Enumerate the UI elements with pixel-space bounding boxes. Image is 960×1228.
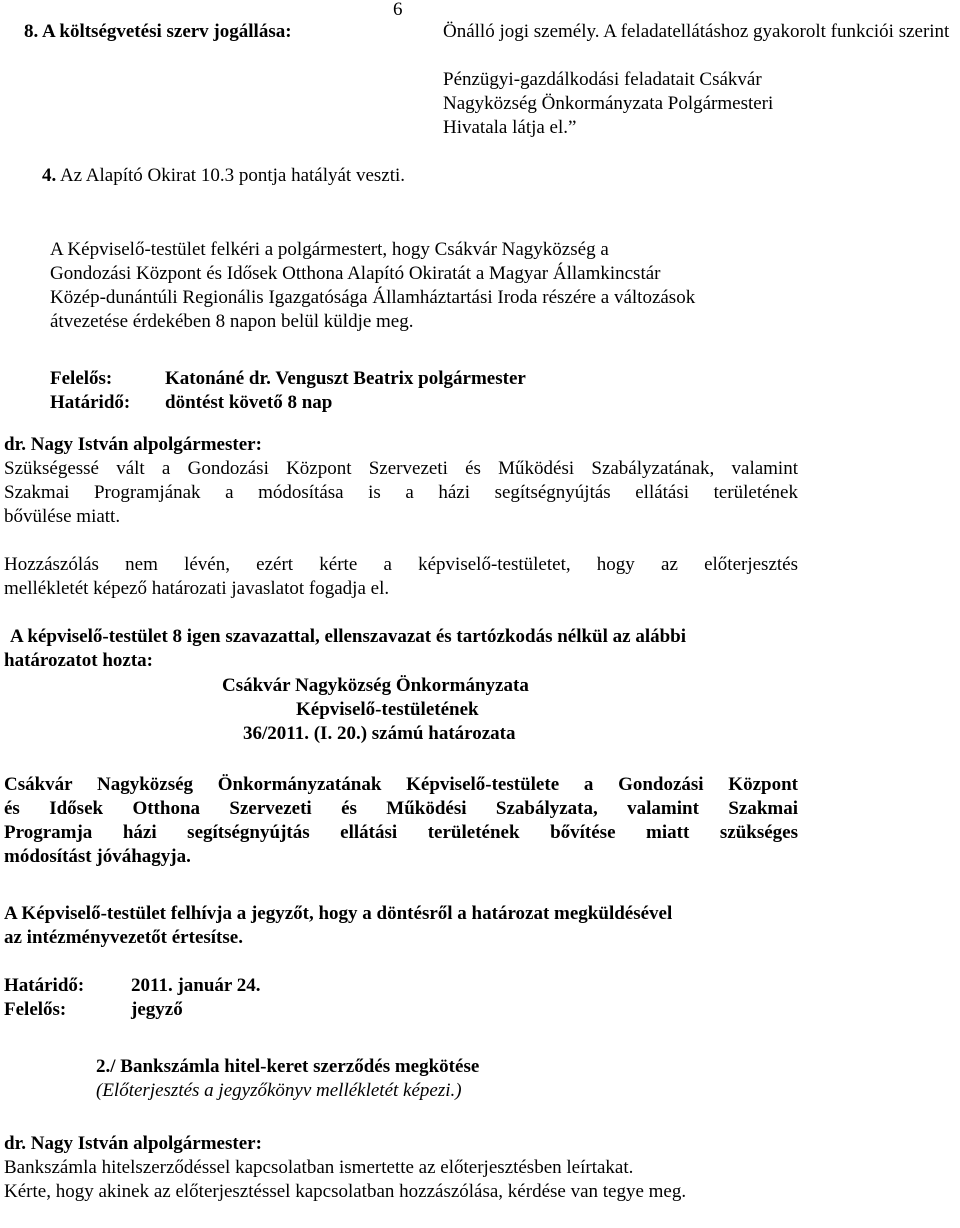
para2-line3: bővülése miatt. [4, 506, 121, 527]
resolution-title-line2: Képviselő-testületének [296, 699, 479, 720]
deadline1-label: Határidő: [50, 392, 131, 413]
para2-line2: Szakmai Programjának a módosítása is a házi segítségnyújtás ellátási területének [4, 482, 798, 503]
section8-value-line2: Pénzügyi-gazdálkodási feladatait Csákvár [443, 69, 762, 90]
speaker1: dr. Nagy István alpolgármester: [4, 434, 262, 455]
para3-line2: mellékletét képező határozati javaslatot fogadja el. [4, 578, 390, 599]
para4-line1: Bankszámla hitelszerződéssel kapcsolatban ismertette az előterjesztésben leírtakat. [4, 1157, 634, 1178]
deadline2-value: 2011. január 24. [131, 975, 261, 996]
para3-line1: Hozzászólás nem lévén, ezért kérte a képviselő-testületet, hogy az előterjesztés [4, 554, 798, 575]
responsible1-label: Felelős: [50, 368, 113, 389]
section8-label: 8. A költségvetési szerv jogállása: [24, 21, 292, 42]
section8-value-line1: Önálló jogi személy. A feladatellátáshoz gyakorolt funkciói szerint [443, 21, 950, 42]
responsible2-label: Felelős: [4, 999, 67, 1020]
section8-value-line3: Nagyközség Önkormányzata Polgármesteri [443, 93, 774, 114]
resolution-body-line4: módosítást jóváhagyja. [4, 846, 191, 867]
section8-value-line4: Hivatala látja el.” [443, 117, 577, 138]
resolution-body-line2: és Idősek Otthona Szervezeti és Működési Szabályzata, valamint Szakmai [4, 798, 798, 819]
speaker2: dr. Nagy István alpolgármester: [4, 1133, 262, 1154]
para1-line4: átvezetése érdekében 8 napon belül küldje meg. [50, 311, 414, 332]
para1-line2: Gondozási Központ és Idősek Otthona Alapító Okiratát a Magyar Államkincstár [50, 263, 661, 284]
item4-text: Az Alapító Okirat 10.3 pontja hatályát veszti. [59, 165, 406, 186]
para1-line1: A Képviselő-testület felkéri a polgármestert, hogy Csákvár Nagyközség a [50, 239, 609, 260]
para2-line1: Szükségessé vált a Gondozási Központ Szervezeti és Működési Szabályzatának, valamint [4, 458, 798, 479]
vote-line2: határozatot hozta: [4, 650, 153, 671]
resolution-body-line1: Csákvár Nagyközség Önkormányzatának Képviselő-testülete a Gondozási Központ [4, 774, 798, 795]
resolution-title-line1: Csákvár Nagyközség Önkormányzata [222, 675, 529, 696]
resolution-body2-line2: az intézményvezetőt értesítse. [4, 927, 243, 948]
deadline2-label: Határidő: [4, 975, 85, 996]
para1-line3: Közép-dunántúli Regionális Igazgatósága Államháztartási Iroda részére a változások [50, 287, 696, 308]
item4-number: 4. [42, 165, 57, 186]
agenda2-title: 2./ Bankszámla hitel-keret szerződés megkötése [96, 1056, 480, 1077]
resolution-body2-line1: A Képviselő-testület felhívja a jegyzőt, hogy a döntésről a határozat megküldésével [4, 903, 673, 924]
page-number: 6 [393, 0, 403, 20]
agenda2-note: (Előterjesztés a jegyzőkönyv mellékletét képezi.) [96, 1080, 462, 1101]
item4 [42, 164, 405, 188]
resolution-title-line3: 36/2011. (I. 20.) számú határozata [243, 723, 516, 744]
vote-line1: A képviselő-testület 8 igen szavazattal, ellenszavazat és tartózkodás nélkül az alábbi [10, 626, 687, 647]
responsible2-value: jegyző [131, 999, 183, 1020]
deadline1-value: döntést követő 8 nap [165, 392, 333, 413]
para4-line2: Kérte, hogy akinek az előterjesztéssel kapcsolatban hozzászólása, kérdése van tegye meg. [4, 1181, 687, 1202]
resolution-body-line3: Programja házi segítségnyújtás ellátási területének bővítése miatt szükséges [4, 822, 798, 843]
responsible1-value: Katonáné dr. Venguszt Beatrix polgármester [165, 368, 526, 389]
